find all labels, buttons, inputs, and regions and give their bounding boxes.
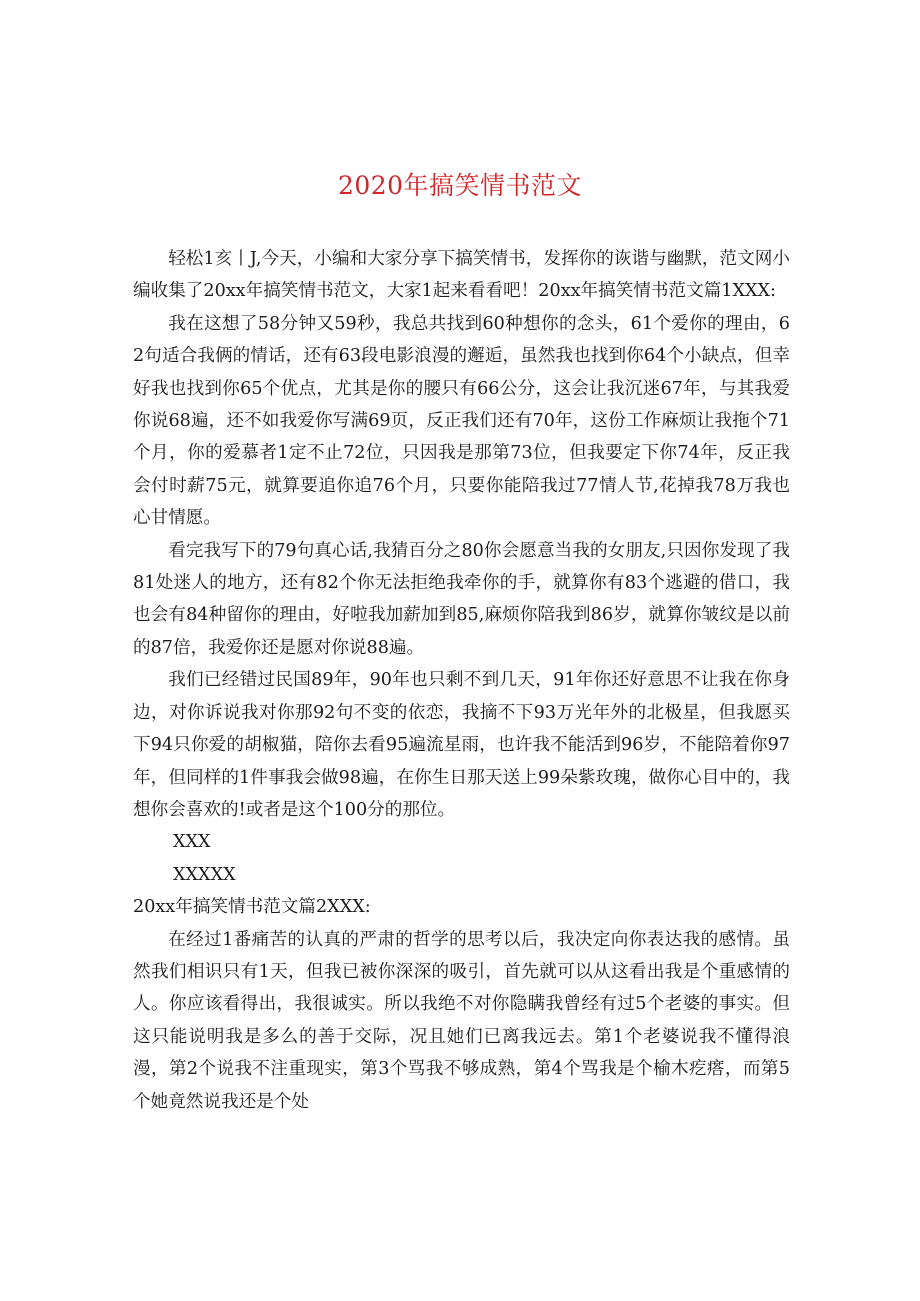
paragraph-3: 我们已经错过民国89年，90年也只剩不到几天，91年你还好意思不让我在你身边，对你诉说我对你那92句不变的依恋，我摘不下93万光年外的北极星，但我愿买下94只你爱的胡椒猫，陪你去看95遍流星雨，也许我不能活到96岁，不能陪着你97年，但同样的1件事我会做98遍，在你生日那天送上99朵紫玫瑰，做你心目中的，我想你会喜欢的!或者是这个100分的那位。 <box>133 670 790 820</box>
document-body <box>133 243 790 1118</box>
paragraph-1: 我在这想了58分钟又59秒，我总共找到60种想你的念头，61个爱你的理由，62句适合我俩的情话，还有63段电影浪漫的邂逅，虽然我也找到你64个小缺点，但幸好我也找到你65个优点，尤其是你的腰只有66公分，这会让我沉迷67年，与其我爱你说68遍，还不如我爱你写满69页，反正我们还有70年，这份工作麻烦让我拖个71个月，你的爱慕者1定不止72位，只因我是那第73位，但我要定下你74年，反正我会付时薪75元，就算要追你追76个月，只要你能陪我过77情人节,花掉我78万我也心甘情愿。 <box>133 313 790 529</box>
document-title: 2020年搞笑情书范文 <box>337 171 583 200</box>
section-2-heading: 20xx年搞笑情书范文篇2XXX: <box>133 897 371 918</box>
signature-line-1: XXX <box>173 832 211 853</box>
paragraph-2: 看完我写下的79句真心话,我猜百分之80你会愿意当我的女朋友,只因你发现了我81处迷人的地方，还有82个你无法拒绝我牵你的手，就算你有83个逃避的借口，我也会有84种留你的理由，好啦我加薪加到85,麻烦你陪我到86岁，就算你皱纹是以前的87倍，我爱你还是愿对你说88遍。 <box>133 540 790 658</box>
paragraph-intro: 轻松1亥丨J,今天，小编和大家分享下搞笑情书，发挥你的诙谐与幽默，范文网小编收集了20xx年搞笑情书范文，大家1起来看看吧！20xx年搞笑情书范文篇1XXX: <box>133 249 790 302</box>
section-2-paragraph: 在经过1番痛苦的认真的严肃的哲学的思考以后，我决定向你表达我的感情。虽然我们相识只有1天，但我已被你深深的吸引，首先就可以从这看出我是个重感情的人。你应该看得出，我很诚实。所以我绝不对你隐瞒我曾经有过5个老婆的事实。但这只能说明我是多么的善于交际，况且她们已离我远去。第1个老婆说我不懂得浪漫，第2个说我不注重现实，第3个骂我不够成熟，第4个骂我是个榆木疙瘩，而第5个她竟然说我还是个处 <box>133 929 790 1112</box>
signature-line-2: XXXXX <box>173 864 236 885</box>
